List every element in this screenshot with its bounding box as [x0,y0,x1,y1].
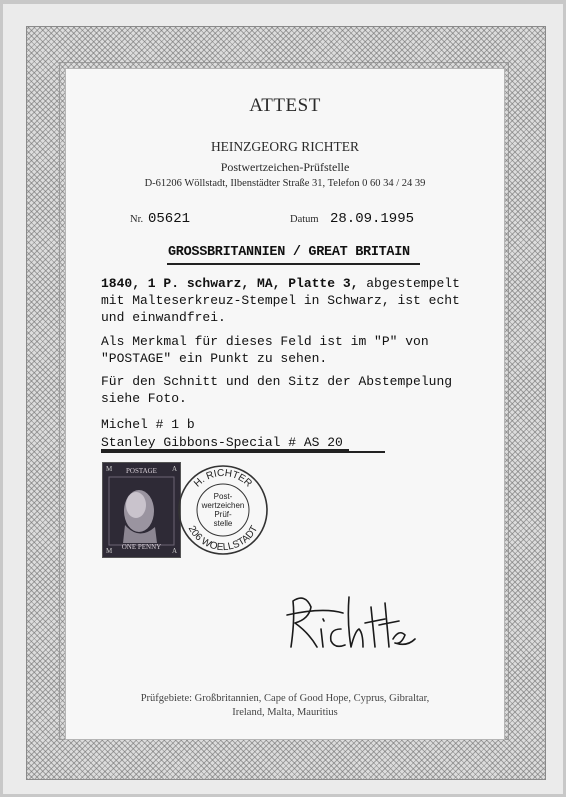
seal-center-3: Prüf- [214,510,232,519]
seal-center-4: stelle [213,519,233,528]
footer-line-2: Ireland, Malta, Mauritius [232,707,338,718]
seal-ring-top: H. RICHTER [192,467,254,490]
sg-underline [101,451,385,453]
country-heading: GROSSBRITANNIEN / GREAT BRITAIN [168,245,410,260]
footer-line-1: Prüfgebiete: Großbritannien, Cape of Good Hope, Cyprus, Gibraltar, [140,693,430,704]
issuer-name: HEINZGEORG RICHTER [210,139,360,154]
seal-ring-bottom: 206 WOELLSTADT [185,523,261,554]
issuer-subtitle: Postwertzeichen-Prüfstelle [220,160,350,174]
michel-catalog: Michel # 1 b [101,417,195,432]
nr-label: Nr. [130,214,144,225]
description-line-1-rest: abgestempelt [358,276,460,291]
certificate-sheet [3,4,563,794]
stamp-top-text: POSTAGE [126,467,157,475]
description-line-4: Als Merkmal für dieses Feld ist im "P" von [101,334,429,349]
signature-image [283,589,423,659]
stamp-identification: 1840, 1 P. schwarz, MA, Platte 3, [101,276,359,291]
sg-catalog: Stanley Gibbons-Special # AS 20 [101,435,343,450]
stamp-corner-br: A [171,547,177,555]
certificate-date: 28.09.1995 [330,211,415,227]
description-line-2: mit Malteserkreuz-Stempel in Schwarz, ist echt [101,293,460,308]
description-line-6: Für den Schnitt und den Sitz der Abstempelung [101,374,453,389]
seal-center-2: wertzeichen [201,501,245,510]
seal-center-1: Post- [213,492,233,501]
certificate-number: 05621 [148,211,191,227]
country-underline [167,263,420,265]
stamp-photo [102,462,181,558]
issuer-address: D-61206 Wöllstadt, Ilbenstädter Straße 31, Telefon 0 60 34 / 24 39 [144,178,426,189]
description-line-1 [101,275,460,292]
stamp-bottom-text: ONE PENNY [121,543,162,551]
certificate-title: ATTEST [249,95,321,116]
stamp-corner-tl: M [106,465,113,473]
description-line-5: "POSTAGE" ein Punkt zu sehen. [101,351,328,366]
description-line-3: und einwandfrei. [101,310,226,325]
stamp-corner-bl: M [106,547,113,555]
date-label: Datum [290,214,319,225]
stamp-corner-tr: A [171,465,177,473]
description-line-7: siehe Foto. [101,391,187,406]
examiner-seal [175,462,271,558]
